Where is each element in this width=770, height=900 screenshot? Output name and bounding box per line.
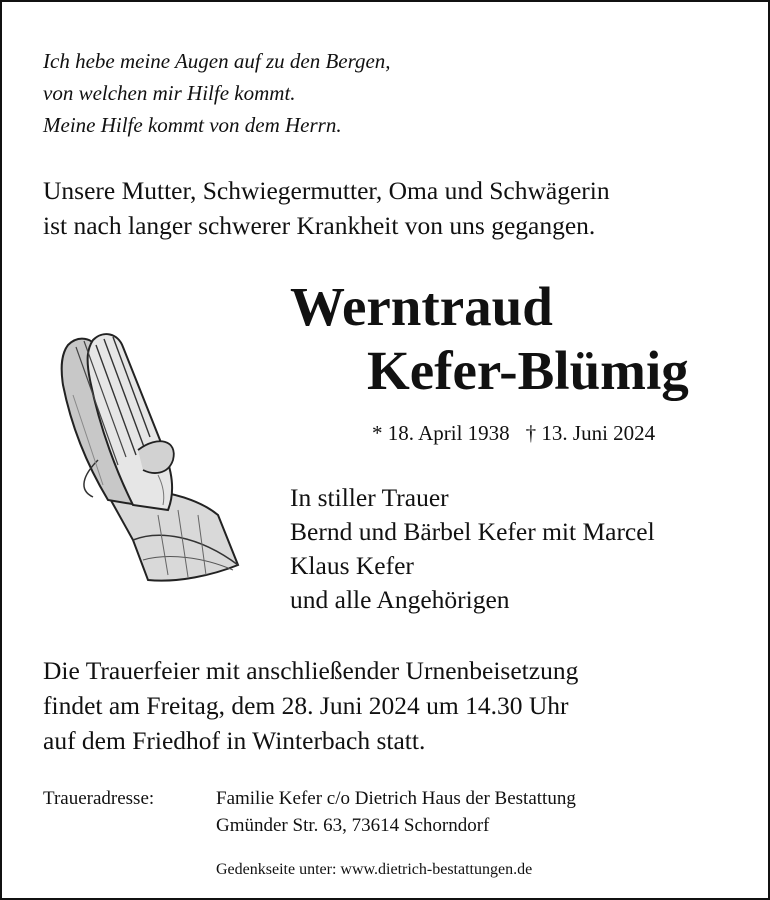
deceased-first-name: Werntraud [290,276,553,337]
memorial-page-link[interactable]: Gedenkseite unter: www.dietrich-bestattungen.de [216,861,533,878]
verse-line: Ich hebe meine Augen auf zu den Bergen, [43,49,391,73]
intro-line: Unsere Mutter, Schwiegermutter, Oma und Schwägerin [43,176,610,205]
mourner-line: In stiller Trauer [290,483,449,512]
funeral-line: findet am Freitag, dem 28. Juni 2024 um 14.30 Uhr [43,691,569,720]
address-line: Gmünder Str. 63, 73614 Schorndorf [216,815,490,836]
address-label: Traueradresse: [43,788,155,809]
deceased-last-name: Kefer-Blümig [367,340,689,401]
funeral-line: auf dem Friedhof in Winterbach statt. [43,726,426,755]
life-dates [372,419,655,447]
birth-date: * 18. April 1938 [372,421,510,445]
funeral-line: Die Trauerfeier mit anschließender Urnenbeisetzung [43,656,579,685]
praying-hands-icon [38,325,268,587]
address-value [216,785,576,839]
mourner-line: Bernd und Bärbel Kefer mit Marcel [290,517,655,546]
bible-verse [43,45,391,141]
mourner-line: und alle Angehörigen [290,585,510,614]
mourner-line: Klaus Kefer [290,551,414,580]
verse-line: Meine Hilfe kommt von dem Herrn. [43,113,342,137]
death-date: † 13. Juni 2024 [525,421,656,445]
mourners-list [290,481,655,617]
verse-line: von welchen mir Hilfe kommt. [43,81,296,105]
funeral-info [43,653,578,758]
intro-line: ist nach langer schwerer Krankheit von uns gegangen. [43,211,596,240]
address-line: Familie Kefer c/o Dietrich Haus der Bestattung [216,788,576,809]
intro-text [43,173,610,243]
